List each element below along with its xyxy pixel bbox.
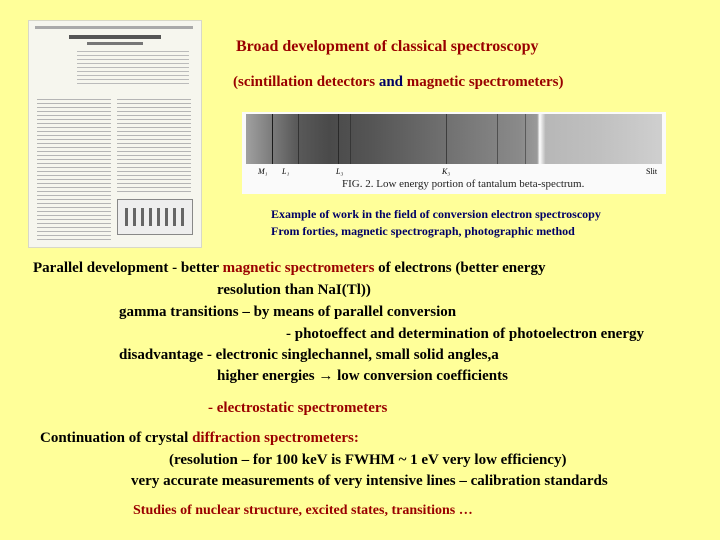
parallel-line-6: higher energies → low conversion coefficients [217,368,508,384]
spectrum-photograph [242,112,666,194]
subtitle-and: and [378,74,403,90]
spectrum-label-slit: Slit [646,167,658,176]
example-caption-line2: From forties, magnetic spectrograph, photographic method [271,224,575,238]
spectrum-label-l1: L₁ [282,167,290,176]
paper-thumbnail [28,20,202,248]
parallel-text-c: of electrons (better energy [374,260,546,276]
parallel-highlight: magnetic spectrometers [222,260,375,276]
crystal-highlight: diffraction spectrometers: [192,430,359,446]
parallel-line-3: gamma transitions – by means of parallel conversion [119,304,457,320]
parallel-line-5: disadvantage - electronic singlechannel, small solid angles,a [119,347,499,363]
figure-caption: FIG. 2. Low energy portion of tantalum beta-spectrum. [342,178,585,190]
parallel-line-1 [33,260,545,277]
crystal-text-a: Continuation of crystal [40,430,193,446]
spectrum-label-k3: K₃ [442,167,451,176]
subtitle-middle: magnetic spectrometers [403,74,559,90]
spectrum-film [246,114,662,164]
crystal-line-1 [40,430,359,447]
electrostatic-line: - electrostatic spectrometers [208,400,388,416]
parallel-line-2: resolution than NaI(Tl)) [217,282,371,298]
subtitle-suffix: ) [558,74,564,90]
parallel-text-a: Parallel development - better [33,260,223,276]
parallel-line-4: - photoeffect and determination of photoelectron energy [286,326,644,342]
crystal-line-3: very accurate measurements of very intensive lines – calibration standards [131,473,608,489]
spectrum-label-m1: M₁ [258,167,268,176]
example-caption-line1: Example of work in the field of conversion electron spectroscopy [271,207,601,221]
slide-title: Broad development of classical spectroscopy [236,38,539,55]
slide-subtitle [233,74,564,91]
spectrum-label-l3: L₃ [336,167,344,176]
studies-line: Studies of nuclear structure, excited states, transitions … [133,503,473,518]
subtitle-prefix: (scintillation detectors [233,74,379,90]
crystal-line-2: (resolution – for 100 keV is FWHM ~ 1 eV very low efficiency) [169,452,567,468]
